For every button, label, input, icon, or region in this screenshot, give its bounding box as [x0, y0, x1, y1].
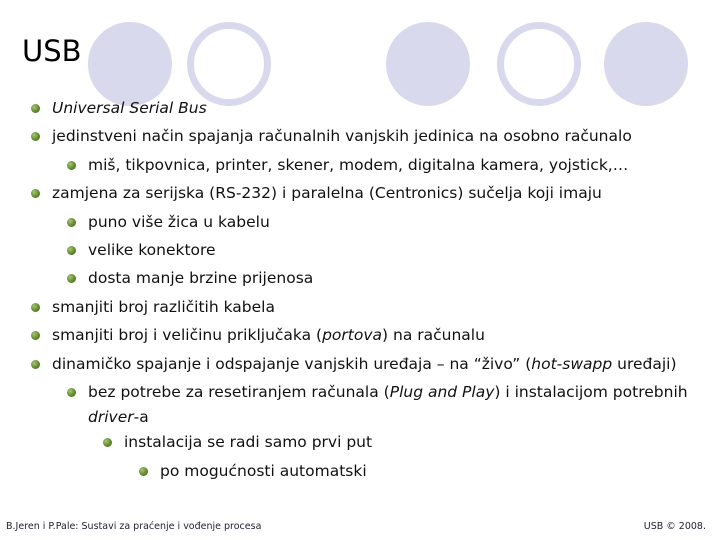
bullet-text: smanjiti broj različitih kabela: [52, 297, 275, 316]
bullet-item: [0, 94, 720, 122]
bullet-item: [0, 236, 720, 264]
bullet-text: dosta manje brzine prijenosa: [88, 269, 314, 288]
bullet-item: [0, 406, 720, 428]
bullet-icon: [31, 189, 40, 198]
bullet-item: [0, 378, 720, 406]
bullet-text: ) i instalacijom potrebnih: [494, 383, 688, 402]
bullet-text: velike konektore: [88, 241, 216, 260]
bullet-item: [0, 151, 720, 179]
bullet-item: [0, 321, 720, 349]
bullet-text: hot-swapp: [531, 354, 613, 373]
bullet-item: [0, 350, 720, 378]
bullet-item: [0, 179, 720, 207]
bullet-text: driver: [88, 408, 134, 427]
footer-author: B.Jeren i P.Pale: Sustavi za praćenje i vođenje procesa: [6, 521, 262, 532]
bullet-text: dinamičko spajanje i odspajanje vanjskih uređaja – na “živo” (: [52, 354, 532, 373]
bullet-text: instalacija se radi samo prvi put: [124, 433, 373, 452]
bullet-icon: [31, 303, 40, 312]
bullet-item: [0, 457, 720, 485]
bullet-text: puno više žica u kabelu: [88, 212, 270, 231]
bullet-icon: [67, 218, 76, 227]
bullet-text: Universal Serial Bus: [52, 99, 207, 117]
bullet-icon: [31, 132, 40, 141]
bullet-item: [0, 428, 720, 456]
bullet-item: [0, 293, 720, 321]
bullet-text: -a: [133, 408, 149, 427]
bullet-icon: [31, 360, 40, 369]
bullet-text: ) na računalu: [382, 326, 485, 345]
bullet-item: [0, 264, 720, 292]
slide-title: USB: [22, 34, 82, 68]
bullet-icon: [31, 104, 40, 113]
bullet-icon: [67, 274, 76, 283]
bullet-text: uređaji): [612, 354, 677, 373]
bullet-icon: [139, 467, 148, 476]
bullet-text: bez potrebe za resetiranjem računala (: [88, 383, 390, 402]
bullet-text: po mogućnosti automatski: [160, 461, 367, 480]
bullet-item: [0, 208, 720, 236]
bullet-item: [0, 122, 720, 150]
bullet-text: zamjena za serijska (RS-232) i paralelna (Centronics) sučelja koji imaju: [52, 184, 602, 203]
bullet-list: [0, 94, 720, 485]
bullet-icon: [67, 161, 76, 170]
footer-copyright: USB © 2008.: [643, 521, 706, 532]
bullet-icon: [31, 331, 40, 340]
bullet-icon: [67, 246, 76, 255]
bullet-text: portova: [322, 326, 383, 345]
bullet-text: Plug and Play: [389, 383, 495, 402]
bullet-icon: [67, 388, 76, 397]
bullet-icon: [103, 438, 112, 447]
bullet-text: miš, tikpovnica, printer, skener, modem, digitalna kamera, yojstick,…: [88, 155, 629, 174]
bullet-text: smanjiti broj i veličinu priključaka (: [52, 326, 323, 345]
bullet-text: jedinstveni način spajanja računalnih vanjskih jedinica na osobno računalo: [52, 127, 632, 146]
